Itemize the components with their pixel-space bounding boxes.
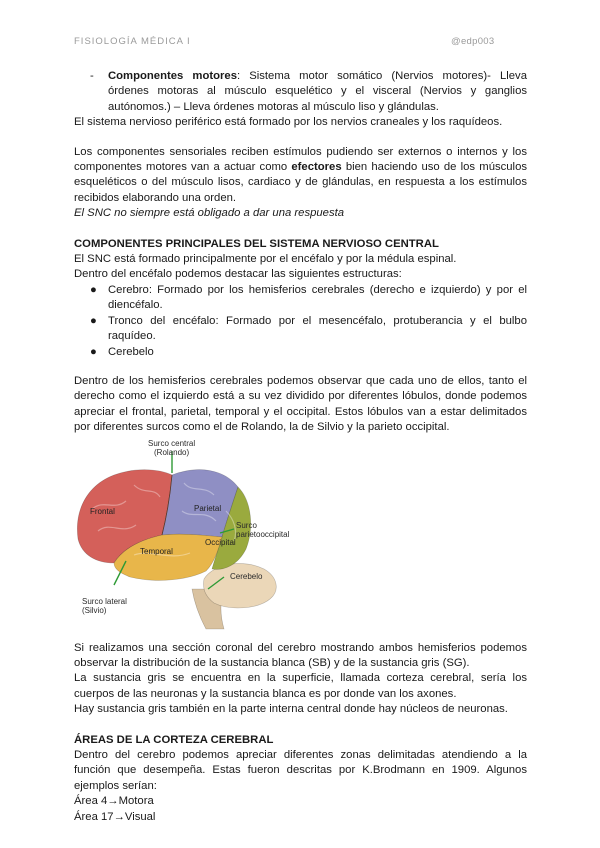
bullet-dot: ● [90,283,97,296]
area-4-line: Área 4→Motora [74,795,154,808]
grey-matter-paragraph: La sustancia gris se encuentra en la superficie, llamada corteza cerebral, sería los cuerpos de las neuronas y la sustancia blanca es por donde van los axones. [74,672,527,700]
cerebellum-shape [203,563,276,607]
label-temporal: Temporal [140,546,173,556]
list-item [74,345,527,360]
list-item-text: Cerebro: Formado por los hemisferios cerebrales (derecho e izquierdo) y por el diencéfalo. [108,283,527,312]
snc-note: El SNC no siempre está obligado a dar una respuesta [74,207,345,220]
effectors-term: efectores [291,161,342,174]
label-frontal: Frontal [90,506,115,516]
dash-marker: - [90,70,94,82]
peripheral-system-paragraph: El sistema nervioso periférico está formado por los nervios craneales y los raquídeos. [74,116,503,129]
label-cerebellum: Cerebelo [230,571,263,581]
label-parietal: Parietal [194,503,222,513]
document-body [74,69,527,825]
structures-list [74,283,527,360]
section-heading-snc: COMPONENTES PRINCIPALES DEL SISTEMA NERVIOSO CENTRAL [74,237,439,250]
list-item-text: Cerebelo [108,345,154,358]
header-author-handle: @edp003 [451,36,495,47]
section-heading-cortex-areas: ÁREAS DE LA CORTEZA CEREBRAL [74,733,274,746]
snc-paragraph: El SNC está formado principalmente por el encéfalo y por la médula espinal. [74,253,457,266]
motor-components-item [74,69,527,115]
area-17-line: Área 17→Visual [74,810,156,823]
motor-components-term: Componentes motores [108,70,237,82]
effectors-text-before: Los componentes sensoriales reciben estímulos pudiendo ser externos o internos y los componentes motores van a actuar como [74,145,527,174]
label-central-sulcus: Surco central (Rolando) [148,438,196,457]
label-parieto-occipital-sulcus: Surco parietooccipital [236,520,290,539]
motor-components-text: : Sistema motor somático (Nervios motores)- Lleva órdenes motoras al músculo esquelético y el visceral (Nervios y ganglios autónomos.) – Lleva órdenes motoras al músculo liso y glándulas. [108,70,527,113]
header-course-title: FISIOLOGÍA MÉDICA I [74,36,191,47]
encefalo-paragraph: Dentro del encéfalo podemos destacar las siguientes estructuras: [74,268,402,281]
lobes-paragraph: Dentro de los hemisferios cerebrales podemos observar que cada uno de ellos, tanto el derecho como el izquierdo está a su vez dividido por diferentes lóbulos, donde podemos apreciar el frontal, parietal, temporal y el occipital. Estos lóbulos van a estar delimitados por diferentes surcos como el de Rolando, la de Silvio y la parieto occipital. [74,374,527,434]
list-item-text: Tronco del encéfalo: Formado por el mesencéfalo, protuberancia y el bulbo raquídeo. [108,314,527,343]
label-lateral-sulcus: Surco lateral (Silvio) [82,596,127,615]
list-item [74,283,527,314]
effectors-text-after: bien haciendo uso de los músculos esqueléticos o del músculo lisos, cardiaco y de glándulas, en respuesta a los estímulos recibidos elaborando una orden. [74,161,527,204]
list-item [74,314,527,345]
coronal-section-paragraph: Si realizamos una sección coronal del cerebro mostrando ambos hemisferios podemos observar la distribución de la sustancia blanca (SB) y de la sustancia gris (SG). [74,641,527,669]
label-occipital: Occipital [205,537,236,547]
bullet-dot: ● [90,314,97,327]
effectors-paragraph [74,145,527,207]
nuclei-paragraph: Hay sustancia gris también en la parte interna central donde hay núcleos de neuronas. [74,703,508,716]
brodmann-paragraph: Dentro del cerebro podemos apreciar diferentes zonas delimitadas atendiendo a la función que desempeña. Estas fueron descritas por K.Brodmann en 1909. Algunos ejemplos serían: [74,748,527,792]
bullet-dot: ● [90,345,97,358]
brain-lobes-figure [74,439,527,635]
brain-illustration [74,439,527,635]
